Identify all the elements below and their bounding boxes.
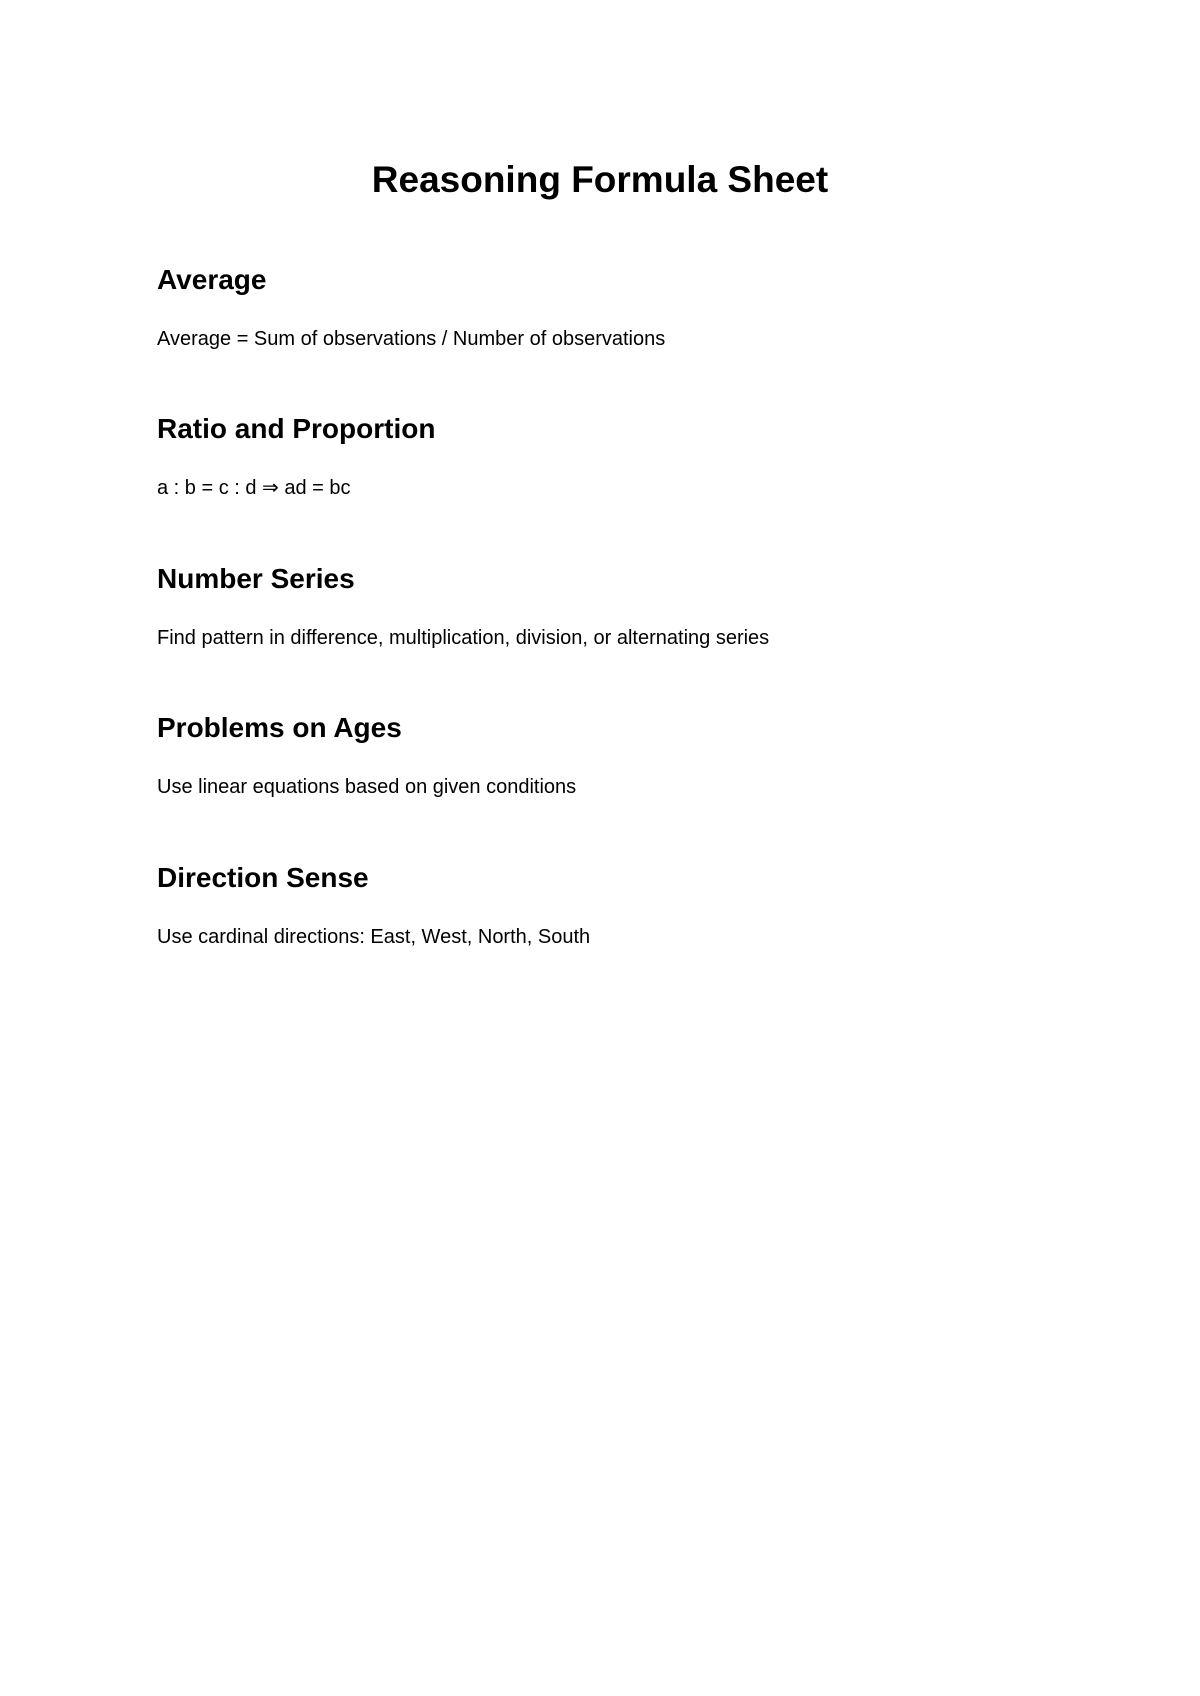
section-heading: Problems on Ages [157,712,402,743]
section-text: Average = Sum of observations / Number of observations [157,328,666,350]
section-ratio-and-proportion [157,412,1057,500]
section-text: Use linear equations based on given conditions [157,776,577,798]
section-average [157,263,1057,351]
section-number-series [157,562,1057,650]
section-heading: Direction Sense [157,862,369,893]
section-heading: Ratio and Proportion [157,413,436,444]
section-heading: Number Series [157,563,355,594]
section-problems-on-ages [157,711,1057,799]
page-title: Reasoning Formula Sheet [371,159,829,200]
section-direction-sense [157,861,1057,949]
section-text: Find pattern in difference, multiplication, division, or alternating series [157,627,770,649]
section-heading: Average [157,264,267,295]
section-text: a : b = c : d ⇒ ad = bc [157,477,351,499]
section-text: Use cardinal directions: East, West, North, South [157,926,591,948]
